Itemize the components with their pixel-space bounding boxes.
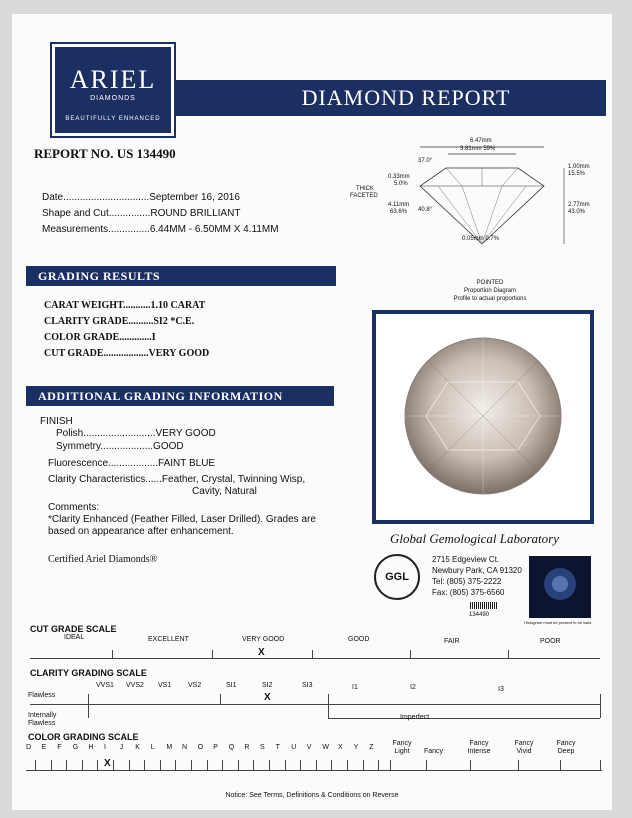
logo-tagline: BEAUTIFULLY ENHANCED bbox=[65, 116, 161, 122]
imperfect-bracket bbox=[328, 718, 600, 719]
clarity-char-value: Feather, Crystal, Twinning Wisp, bbox=[161, 474, 306, 485]
histogram-core bbox=[552, 576, 568, 592]
logo-sub: DIAMONDS bbox=[90, 95, 136, 102]
cut-label-good: GOOD bbox=[348, 636, 370, 643]
color-fancy-intense: Fancy Intense bbox=[467, 740, 491, 755]
clarity-scale-line bbox=[30, 704, 600, 705]
carat-weight bbox=[44, 300, 205, 311]
clarity-flawless: Flawless bbox=[28, 692, 56, 699]
color-scale-title: COLOR GRADING SCALE bbox=[28, 732, 139, 742]
detail-date bbox=[42, 192, 240, 203]
grade-value: 1.10 CARAT bbox=[150, 300, 206, 311]
color-fancy-vivid: Fancy Vivid bbox=[514, 740, 534, 755]
detail-measurements bbox=[42, 224, 279, 235]
color-tick bbox=[300, 760, 301, 770]
finish-label: FINISH bbox=[40, 416, 73, 427]
certified-text: Certified Ariel Diamonds® bbox=[48, 554, 158, 565]
color-fancy: Fancy bbox=[424, 748, 444, 755]
logo-name: ARIEL bbox=[69, 65, 157, 94]
ariel-logo bbox=[52, 44, 174, 136]
color-tick bbox=[285, 760, 286, 770]
histogram-graphic bbox=[529, 556, 591, 618]
color-tick bbox=[207, 760, 208, 770]
grade-label: CUT GRADE.................. bbox=[44, 348, 149, 359]
comments-line-1: *Clarity Enhanced (Feather Filled, Laser Drilled). Grades are bbox=[48, 514, 316, 525]
clarity-label-si3: SI3 bbox=[302, 682, 313, 689]
color-tick bbox=[51, 760, 52, 770]
grade-value: I bbox=[151, 332, 156, 343]
grade-value: SI2 *C.E. bbox=[153, 316, 195, 327]
clarity-char-label: Clarity Characteristics...... bbox=[48, 474, 162, 485]
color-letter-k: K bbox=[135, 744, 140, 751]
fancy-tick bbox=[518, 760, 519, 770]
grade-label: CARAT WEIGHT........... bbox=[44, 300, 151, 311]
color-tick bbox=[35, 760, 36, 770]
clarity-label-vvs2: VVS2 bbox=[126, 682, 144, 689]
color-letter-e: E bbox=[41, 744, 47, 751]
cut-tick bbox=[312, 650, 313, 659]
crown-right-pct: 15.5% bbox=[568, 171, 586, 177]
cut-grade bbox=[44, 348, 209, 359]
facet-line bbox=[446, 168, 462, 186]
grading-results-heading: GRADING RESULTS bbox=[26, 266, 336, 286]
notice-text: Notice: See Terms, Definitions & Conditions on Reverse bbox=[225, 792, 399, 799]
color-letter-i: I bbox=[104, 744, 106, 751]
grade-value: VERY GOOD bbox=[148, 348, 210, 359]
detail-label: Date............................... bbox=[42, 192, 150, 203]
diagram-caption-1: POINTED bbox=[476, 280, 504, 286]
detail-label: Shape and Cut............... bbox=[42, 208, 151, 219]
crown-height-left: 0.33mm bbox=[388, 174, 410, 180]
color-tick bbox=[129, 760, 130, 770]
comments-line-2: based on appearance after enhancement. bbox=[48, 526, 234, 537]
cut-tick bbox=[212, 650, 213, 659]
report-number: REPORT NO. US 134490 bbox=[34, 146, 176, 161]
cut-tick bbox=[410, 650, 411, 659]
clarity-tick bbox=[328, 694, 329, 718]
width-label: 6.47mm bbox=[470, 138, 492, 144]
fluorescence-row bbox=[48, 458, 215, 469]
color-tick bbox=[160, 760, 161, 770]
diamond-image bbox=[376, 314, 590, 520]
histogram-image bbox=[529, 556, 591, 618]
cut-label-poor: POOR bbox=[540, 638, 561, 645]
color-tick bbox=[347, 760, 348, 770]
cut-label-fair: FAIR bbox=[444, 638, 460, 645]
color-tick bbox=[378, 760, 379, 770]
clarity-label-vs1: VS1 bbox=[158, 682, 172, 689]
color-tick bbox=[97, 760, 98, 770]
diagram-caption-2: Proportion Diagram bbox=[463, 288, 517, 294]
color-letter-q: Q bbox=[228, 744, 235, 751]
cut-label-ideal: IDEAL bbox=[64, 634, 85, 641]
address-line-2: Newbury Park, CA 91320 bbox=[432, 566, 522, 575]
cut-label-excellent: EXCELLENT bbox=[148, 636, 189, 643]
color-tick bbox=[66, 760, 67, 770]
histogram-note: Histogram must be present to be valid bbox=[524, 620, 592, 625]
symmetry-label: Symmetry................... bbox=[56, 441, 154, 452]
facet-line bbox=[502, 168, 518, 186]
color-letter-h: H bbox=[88, 744, 94, 751]
color-grade-mark: X bbox=[104, 758, 111, 769]
fancy-tick bbox=[600, 760, 601, 770]
color-letter-y: Y bbox=[353, 744, 359, 751]
pavilion-right-pct: 43.0% bbox=[568, 209, 586, 215]
barcode bbox=[470, 602, 498, 609]
ggl-seal: GGL bbox=[374, 554, 420, 600]
clarity-char-row bbox=[48, 474, 305, 485]
color-letter-u: U bbox=[291, 744, 297, 751]
cut-tick bbox=[508, 650, 509, 659]
clarity-internally-1: Internally bbox=[28, 712, 57, 719]
color-tick bbox=[316, 760, 317, 770]
clarity-label-i1: I1 bbox=[352, 684, 358, 691]
color-letter-n: N bbox=[182, 744, 188, 751]
symmetry-value: GOOD bbox=[153, 441, 184, 452]
color-tick bbox=[113, 760, 114, 770]
detail-shape bbox=[42, 208, 240, 219]
color-tick bbox=[82, 760, 83, 770]
color-letter-m: M bbox=[166, 744, 173, 751]
color-letter-r: R bbox=[244, 744, 250, 751]
color-tick bbox=[144, 760, 145, 770]
pavilion-left-pct: 63.6% bbox=[390, 209, 408, 215]
color-tick bbox=[175, 760, 176, 770]
color-letter-f: F bbox=[57, 744, 62, 751]
clarity-label-vs2: VS2 bbox=[188, 682, 202, 689]
crown-height-left-pct: 5.0% bbox=[394, 181, 408, 187]
clarity-char-value-2: Cavity, Natural bbox=[192, 486, 257, 497]
cut-tick bbox=[112, 650, 113, 659]
grade-label: CLARITY GRADE.......... bbox=[44, 316, 154, 327]
color-letter-d: D bbox=[26, 744, 32, 751]
clarity-grade bbox=[44, 316, 194, 327]
color-tick bbox=[191, 760, 192, 770]
color-tick bbox=[222, 760, 223, 770]
color-letter-j: J bbox=[119, 744, 124, 751]
address-line-1: 2715 Edgeview Ct. bbox=[432, 555, 500, 564]
fancy-tick bbox=[426, 760, 427, 770]
diamond-report-page bbox=[12, 14, 612, 810]
color-letter-o: O bbox=[197, 744, 204, 751]
detail-value: ROUND BRILLIANT bbox=[150, 208, 241, 219]
cut-grade-mark: X bbox=[258, 647, 265, 658]
fancy-tick bbox=[470, 760, 471, 770]
grade-label: COLOR GRADE............. bbox=[44, 332, 152, 343]
cut-scale-line bbox=[30, 658, 600, 659]
fancy-tick bbox=[560, 760, 561, 770]
color-letter-g: G bbox=[72, 744, 79, 751]
fluorescence-label: Fluorescence.................. bbox=[48, 458, 159, 469]
girdle-finish: FACETED bbox=[350, 193, 378, 199]
girdle-label: THICK bbox=[356, 186, 374, 192]
color-ticks bbox=[26, 756, 602, 770]
title-banner bbox=[176, 80, 606, 116]
comments-label: Comments: bbox=[48, 502, 100, 513]
crown-right: 1.00mm bbox=[568, 164, 590, 170]
color-fancy-light: Fancy Light bbox=[392, 740, 412, 755]
clarity-scale-title: CLARITY GRADING SCALE bbox=[30, 668, 147, 678]
polish-row bbox=[56, 428, 216, 439]
barcode-number: 134490 bbox=[469, 612, 490, 618]
diagram-caption-3: Profile to actual proportions bbox=[453, 296, 527, 302]
color-letters bbox=[26, 744, 386, 754]
clarity-label-vvs1: VVS1 bbox=[96, 682, 114, 689]
lab-name: Global Gemological Laboratory bbox=[390, 531, 559, 546]
color-letter-t: T bbox=[275, 744, 280, 751]
table-label: 3.81mm 59% bbox=[460, 146, 496, 152]
detail-value: September 16, 2016 bbox=[149, 192, 240, 203]
lab-address bbox=[432, 554, 522, 598]
clarity-tick bbox=[220, 694, 221, 705]
culet-label: 0.05mm 0.7% bbox=[462, 236, 500, 242]
color-tick bbox=[363, 760, 364, 770]
lab-tel: Tel: (805) 375-2222 bbox=[432, 577, 502, 586]
cut-scale-title: CUT GRADE SCALE bbox=[30, 624, 117, 634]
color-grade bbox=[44, 332, 156, 343]
clarity-label-i2: I2 bbox=[410, 684, 416, 691]
clarity-tick bbox=[600, 694, 601, 718]
polish-label: Polish.......................... bbox=[56, 428, 156, 439]
color-fancy-deep: Fancy Deep bbox=[556, 740, 576, 755]
report-title: DIAMOND REPORT bbox=[301, 85, 511, 110]
pavilion-angle: 40.8° bbox=[418, 207, 433, 213]
symmetry-row bbox=[56, 441, 184, 452]
polish-value: VERY GOOD bbox=[155, 428, 216, 439]
diamond-photo-frame bbox=[372, 310, 594, 524]
fluorescence-value: FAINT BLUE bbox=[158, 458, 216, 469]
color-letter-v: V bbox=[306, 744, 312, 751]
cut-label-very-good: VERY GOOD bbox=[242, 636, 285, 643]
clarity-label-si2: SI2 bbox=[262, 682, 273, 689]
lab-fax: Fax: (805) 375-6560 bbox=[432, 588, 505, 597]
detail-label: Measurements............... bbox=[42, 224, 150, 235]
pavilion-left: 4.11mm bbox=[388, 202, 410, 208]
clarity-label-i3: I3 bbox=[498, 686, 504, 693]
fancy-tick bbox=[390, 760, 391, 770]
color-tick bbox=[253, 760, 254, 770]
crown-angle: 37.0° bbox=[418, 158, 433, 164]
color-tick bbox=[269, 760, 270, 770]
color-letter-w: W bbox=[322, 744, 329, 751]
pavilion-right: 2.77mm bbox=[568, 202, 590, 208]
color-tick bbox=[238, 760, 239, 770]
clarity-label-si1: SI1 bbox=[226, 682, 237, 689]
additional-info-heading: ADDITIONAL GRADING INFORMATION bbox=[26, 386, 334, 406]
color-tick bbox=[331, 760, 332, 770]
color-letter-s: S bbox=[260, 744, 265, 751]
clarity-grade-mark: X bbox=[264, 692, 271, 703]
clarity-tick bbox=[88, 694, 89, 718]
clarity-imperfect: Imperfect bbox=[400, 714, 430, 721]
clarity-internally-2: Flawless bbox=[28, 720, 56, 727]
color-letter-x: X bbox=[338, 744, 343, 751]
detail-value: 6.44MM - 6.50MM X 4.11MM bbox=[149, 224, 279, 235]
color-letter-z: Z bbox=[369, 744, 374, 751]
color-letter-l: L bbox=[150, 744, 155, 751]
color-letter-p: P bbox=[213, 744, 218, 751]
color-scale-line bbox=[26, 770, 602, 771]
